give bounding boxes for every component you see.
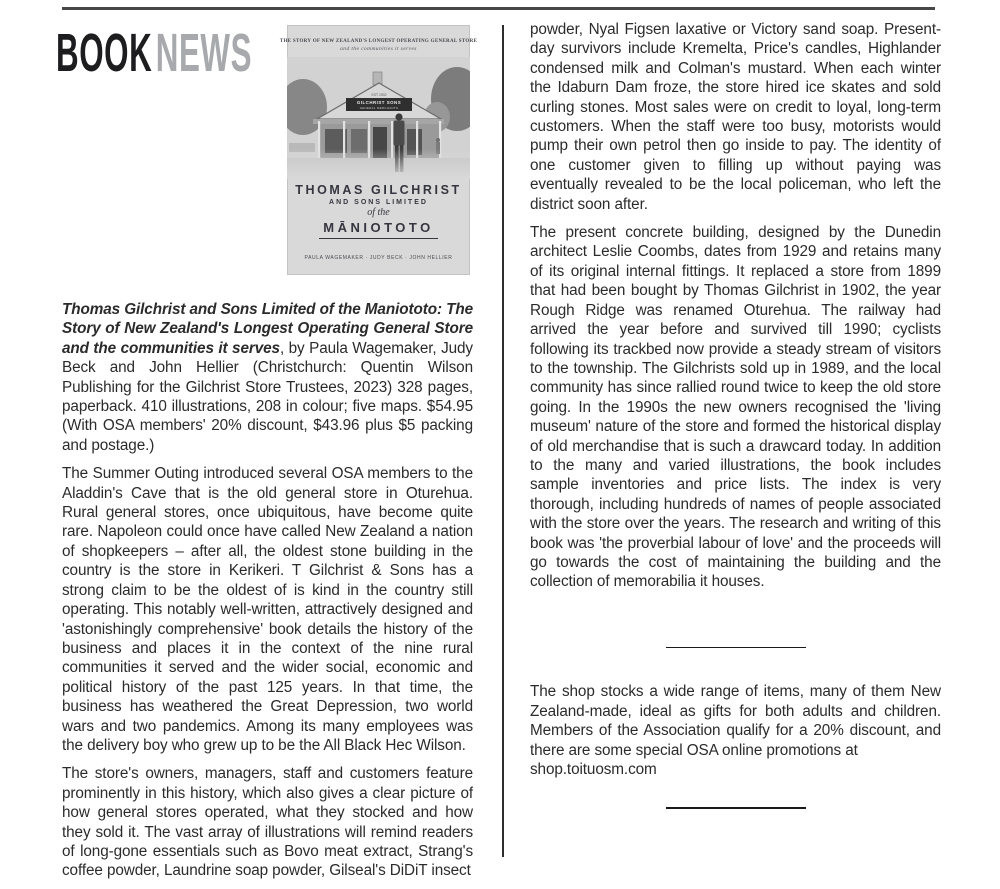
page-title: [56, 22, 252, 84]
book-cover: [279, 25, 478, 275]
body-paragraph: The Summer Outing introduced several OSA members to the Aladdin's Cave that is the old general store in Oturehua. Rural general stores, once ubiquitous, have become quite rare. Napoleon could once have called New Zealand a nation of shopkeepers – after all, the oldest stone building in the country is the store in Kerikeri. T Gilchrist & Sons has a strong claim to be the oldest of is kind in the country still operating. This notably well-written, attractively designed and 'astonishingly comprehensive' book details the history of the business and places it in the context of the nine rural communities it served and the wider social, economic and political history of the past 125 years. In that time, the business has weathered the Great Depression, two world wars and two pandemics. Among its many employees was the delivery boy who grew up to be the All Black Hec Wilson.: [62, 465, 473, 754]
citation-details: , by Paula Wagemaker, Judy Beck and John Hellier (Christchurch: Quentin Wilson Publishing for the Gilchrist Store Trustees, 2023) 328 pages, paperback. 410 illustrations, 208 in colour; five maps. $54.95 (With OSA members' 20% discount, $43.96 plus $5 packing and postage.): [62, 339, 473, 454]
shop-url: shop.toituosm.com: [530, 761, 657, 778]
cover-title-line1: THOMAS GILCHRIST: [295, 183, 462, 197]
citation-paragraph: [62, 300, 473, 455]
citation-book-title: Thomas Gilchrist and Sons Limited of the Maniototo: The Story of New Zealand's Longest Operating General Store and the communities it serves: [62, 301, 473, 357]
veranda-roof: [313, 119, 444, 124]
left-column: [62, 300, 473, 889]
cover-tagline-italic: and the communities it serves: [340, 46, 417, 52]
chimney: [373, 72, 382, 85]
body-paragraph: The present concrete building, designed by the Dunedin architect Leslie Coombs, dates from 1929 and retains many of its original internal fittings. It replaced a store from 1899 that had been bought by Thomas Gilchrist in 1902, the year Rough Ridge was renamed Oturehua. The railway had arrived the year before and survived till 1990; cyclists following its trackbed now provide a steady stream of visitors to the township. The Gilchrists sold up in 1989, and the local community has since rallied round twice to keep the old store going. In the 1990s the new owners recognised the 'living museum' nature of the store and formed the historical display of old merchandise that is such a drawcard today. In addition to the many and varied illustrations, the book includes sample inventories and price lists. The index is very thorough, including hundreds of names of people associated with the store over the years. The research and writing of this book was 'the proverbial labour of love' and the proceeds will go towards the cost of maintaining the building and the collection of memorabilia it houses.: [530, 224, 941, 591]
shop-text: The shop stocks a wide range of items, many of them New Zealand-made, ideal as gifts for both adults and children. Members of the Association qualify for a 20% discount, and there are some special OSA online promotions at: [530, 683, 941, 759]
top-rule: [62, 7, 935, 10]
book-cover-photo: [287, 57, 470, 179]
section-divider: [666, 807, 806, 809]
section-divider: [666, 647, 806, 649]
photo-fade: [287, 149, 470, 179]
store-est-label: EST 1902: [371, 93, 387, 97]
cover-authors: PAULA WAGEMAKER · JUDY BECK · JOHN HELLIER: [304, 255, 453, 261]
header-book-text: BOOK: [56, 23, 153, 83]
small-figure: [436, 138, 440, 142]
cover-title-line4: MĀNIOTOTO: [319, 219, 437, 239]
store-sign-subtitle: GENERAL MERCHANTS: [359, 106, 399, 110]
column-divider: [502, 25, 504, 857]
body-paragraph: powder, Nyal Figsen laxative or Victory sand soap. Present-day survivors include Kremelta, Price's candles, Highlander condensed milk and Colman's mustard. When each winter the Idaburn Dam froze, the store hired ice skates and sold curling stones. Most sales were on credit to loyal, long-term customers. When the staff were too busy, motorists would pump their own petrol then go inside to pay. The identity of one customer given to filling up without paying was eventually revealed to be the local policeman, who left the district soon after.: [530, 21, 941, 213]
man-figure: [394, 121, 405, 146]
cover-title-line3: of the: [367, 207, 390, 218]
cover-title-line2: AND SONS LIMITED: [329, 199, 428, 206]
man-figure: [395, 113, 402, 120]
header-news-text: NEWS: [155, 23, 253, 83]
store-sign-name: GILCHRIST SONS: [356, 100, 402, 105]
cover-tagline: THE STORY OF NEW ZEALAND'S LONGEST OPERATING GENERAL STORE: [279, 39, 478, 44]
shop-paragraph: [530, 682, 941, 779]
body-paragraph: The store's owners, managers, staff and customers feature prominently in this history, which also gives a clear picture of how general stores operated, what they stocked and how they sold it. The vast array of illustrations will remind readers of long-gone essentials such as Bovo meat extract, Strang's coffee powder, Laundrine soap powder, Gilseal's DiDiT insect: [62, 765, 473, 880]
right-column: [530, 20, 941, 889]
